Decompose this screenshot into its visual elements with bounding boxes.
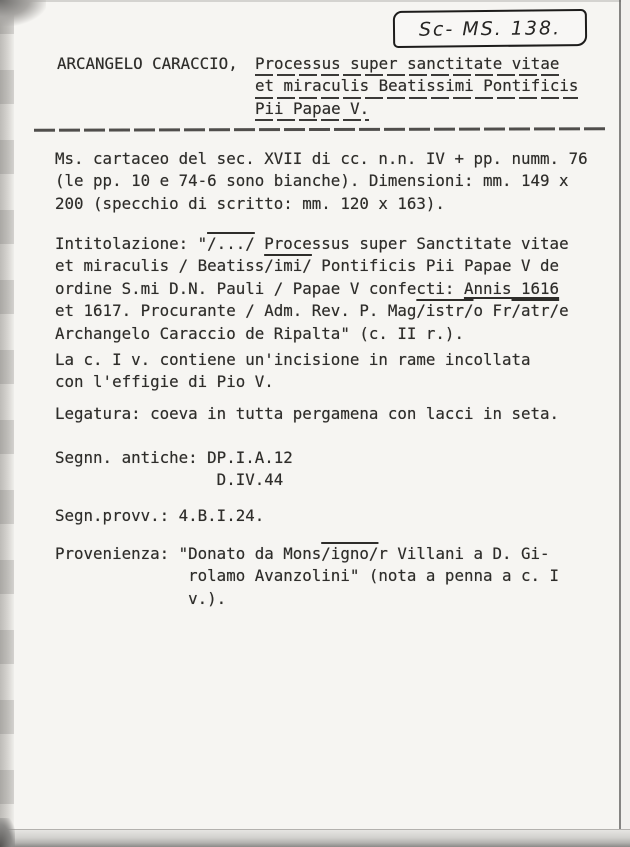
scan-shadow-bottom-left-corner — [0, 818, 15, 847]
paragraph-legatura — [55, 403, 559, 425]
shelfmark-box — [393, 9, 587, 48]
dashed-separator — [34, 127, 609, 132]
title-line-3: Pii Papae V. — [255, 98, 369, 121]
text-line: Archangelo Caraccio de Ripalta" (c. II r.). — [55, 323, 464, 343]
scan-shadow-bottom-band — [0, 830, 630, 847]
paragraph-segnature-antiche — [55, 447, 293, 492]
scan-right-margin — [621, 0, 630, 833]
text-line: ordine S.mi D.N. Pauli / Papae V confecti: Annis 1616 — [55, 278, 560, 298]
author-name: ARCANGELO CARACCIO, — [57, 54, 238, 73]
title-line — [255, 53, 578, 75]
text-line: Segnn. antiche: DP.I.A.12 — [55, 448, 293, 467]
text-line: La c. I v. contiene un'incisione in rame incollata — [55, 350, 531, 369]
text-line: con l'effigie di Pio V. — [55, 372, 274, 392]
text-line: Ms. cartaceo del sec. XVII di cc. n.n. IV + pp. numm. 76 — [55, 149, 588, 168]
work-title — [255, 53, 578, 120]
scan-shadow-top-edge — [0, 0, 630, 2]
text-line: Legatura: coeva in tutta pergamena con lacci in seta. — [55, 404, 560, 423]
scan-shadow-left-edge — [0, 0, 14, 847]
text-line: rolamo Avanzolini" (nota a penna a c. I — [55, 566, 560, 586]
paragraph-intitolazione — [55, 233, 569, 345]
text-line: et miraculis / Beatiss/imi/ Pontificis Pii Papae V de — [55, 256, 560, 276]
shelfmark-text: Sc- MS. 138. — [418, 16, 562, 41]
paragraph-codicology — [55, 148, 588, 215]
title-line-1: Processus super sanctitate vitae — [255, 53, 559, 76]
text-line: Provenienza: "Donato da Mons/igno/r Villani a D. Gi- — [55, 544, 550, 563]
text-line: et 1617. Procurante / Adm. Rev. P. Mag/istr/o Fr/atr/e — [55, 301, 569, 321]
title-line — [255, 98, 578, 120]
text-line: 200 (specchio di scritto: mm. 120 x 163). — [55, 193, 445, 213]
paragraph-segnatura-provvisoria — [55, 505, 264, 527]
text-line: Segn.provv.: 4.B.I.24. — [55, 506, 265, 525]
paragraph-incisione — [55, 349, 531, 394]
text-line: Intitolazione: "/.../ Processus super Sanctitate vitae — [55, 234, 569, 253]
paragraph-provenienza — [55, 543, 559, 610]
title-line-2: et miraculis Beatissimi Pontificis — [255, 75, 578, 98]
heading — [57, 53, 578, 120]
text-line: (le pp. 10 e 74-6 sono bianche). Dimensioni: mm. 149 x — [55, 171, 569, 191]
scan-shadow-top-left-corner — [0, 0, 46, 26]
page-edge-line-right — [619, 0, 621, 833]
text-line: D.IV.44 — [55, 470, 284, 490]
title-line — [255, 75, 578, 97]
text-line: v.). — [55, 588, 227, 608]
